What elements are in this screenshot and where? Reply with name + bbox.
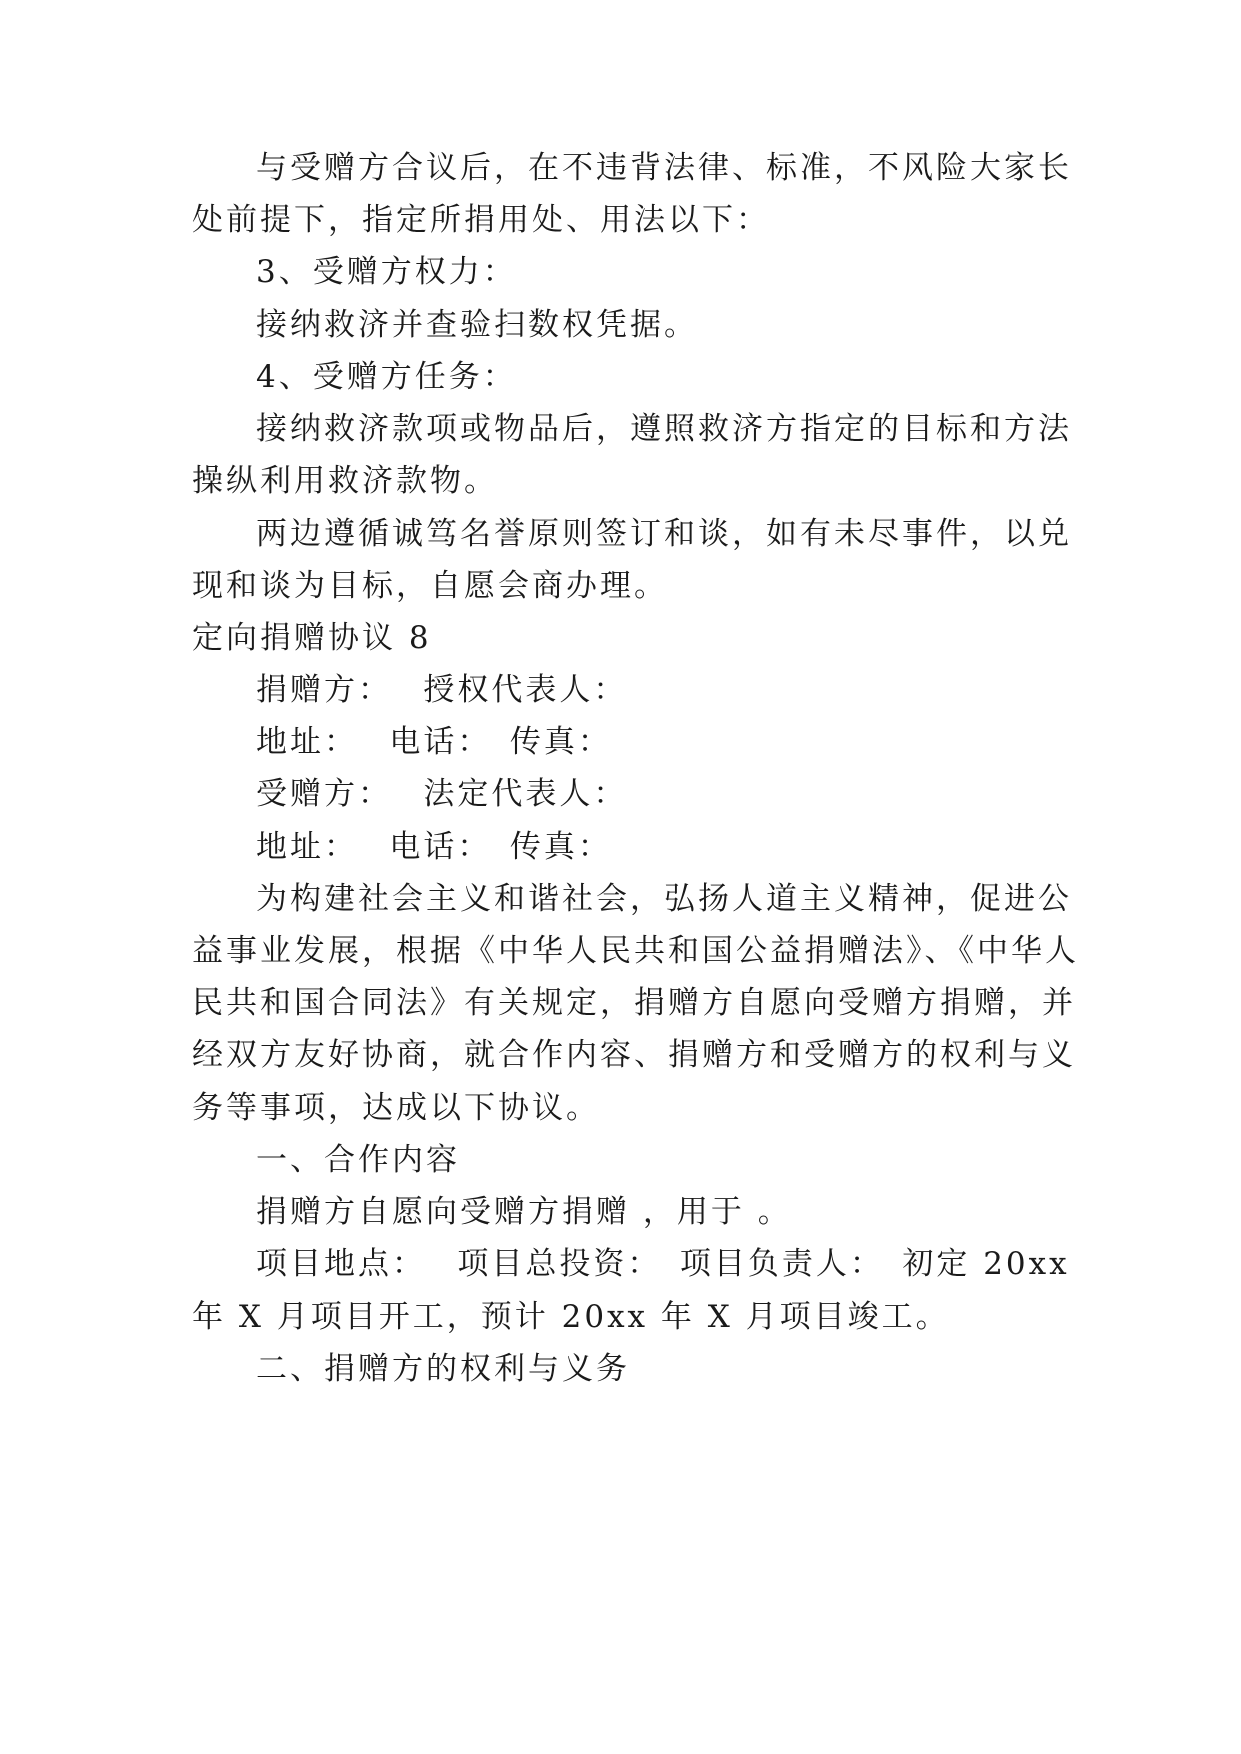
paragraph-line: 与受赠方合议后，在不违背法律、标准，不风险大家长 bbox=[256, 150, 1072, 186]
paragraph-line: 处前提下，指定所捐用处、用法以下： bbox=[192, 202, 770, 238]
heading-cooperation-content: 一、合作内容 bbox=[256, 1142, 460, 1178]
paragraph-line: 民共和国合同法》有关规定，捐赠方自愿向受赠方捐赠，并 bbox=[192, 985, 1076, 1021]
paragraph-line: 经双方友好协商，就合作内容、捐赠方和受赠方的权利与义 bbox=[192, 1037, 1076, 1073]
paragraph-line: 年 X 月项目开工，预计 20xx 年 X 月项目竣工。 bbox=[192, 1299, 950, 1335]
paragraph-line: 项目地点： 项目总投资： 项目负责人： 初定 20xx bbox=[256, 1246, 1070, 1282]
heading-donor-rights: 二、捐赠方的权利与义务 bbox=[256, 1351, 630, 1387]
paragraph-line: 接纳救济并查验扫数权凭据。 bbox=[256, 307, 698, 343]
paragraph-line: 务等事项，达成以下协议。 bbox=[192, 1090, 600, 1126]
paragraph-line: 现和谈为目标，自愿会商办理。 bbox=[192, 568, 668, 604]
paragraph-line: 为构建社会主义和谐社会，弘扬人道主义精神，促进公 bbox=[256, 881, 1072, 917]
form-field-line: 地址： 电话： 传真： bbox=[256, 829, 612, 865]
form-field-line: 捐赠方： 授权代表人： bbox=[256, 672, 628, 708]
paragraph-line: 操纵利用救济款物。 bbox=[192, 463, 498, 499]
paragraph-line: 捐赠方自愿向受赠方捐赠 ，用于 。 bbox=[256, 1194, 792, 1230]
form-field-line: 地址： 电话： 传真： bbox=[256, 724, 612, 760]
paragraph-line: 接纳救济款项或物品后，遵照救济方指定的目标和方法 bbox=[256, 411, 1072, 447]
paragraph-line: 3、受赠方权力： bbox=[256, 254, 517, 290]
paragraph-line: 益事业发展，根据《中华人民共和国公益捐赠法》、《中华人 bbox=[192, 933, 1079, 969]
section-title: 定向捐赠协议 8 bbox=[192, 620, 432, 656]
paragraph-line: 两边遵循诚笃名誉原则签订和谈，如有未尽事件，以兑 bbox=[256, 516, 1072, 552]
form-field-line: 受赠方： 法定代表人： bbox=[256, 776, 628, 812]
paragraph-line: 4、受赠方任务： bbox=[256, 359, 517, 395]
